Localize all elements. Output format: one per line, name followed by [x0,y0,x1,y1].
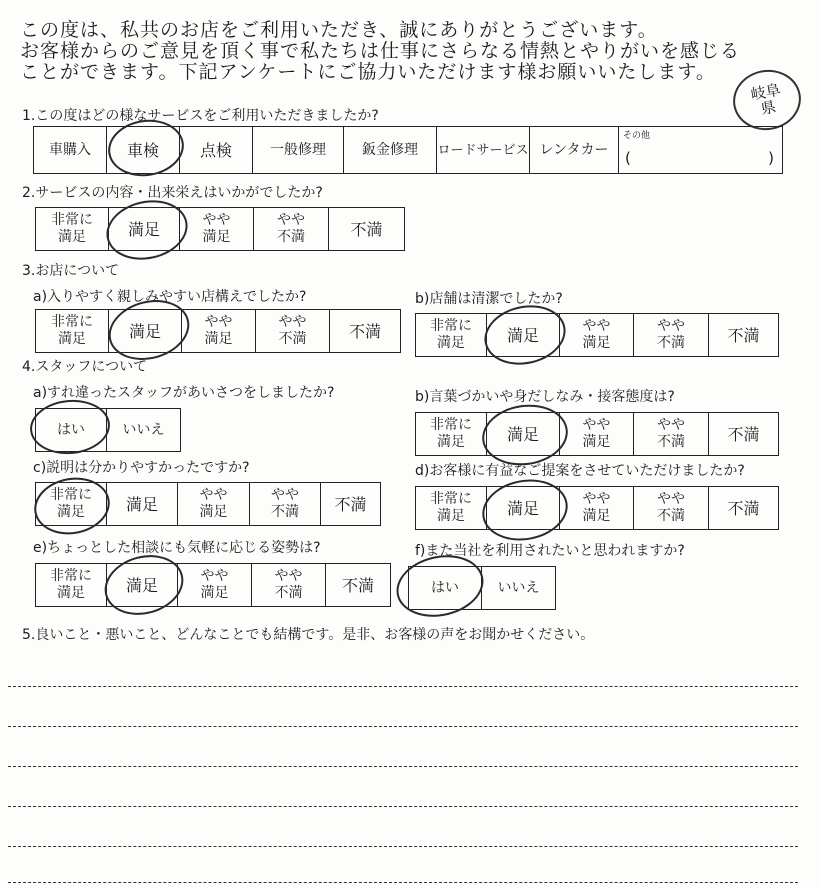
q1-other-brackets [625,150,774,167]
q2-option[interactable]: やや 不満 [254,208,329,250]
open-paren: ( [625,149,631,167]
q1-options-row [33,126,783,174]
q3a-option[interactable]: やや 不満 [256,310,330,352]
q4b-option[interactable]: 満足 [487,413,560,455]
q4e-option[interactable]: やや 満足 [178,564,252,606]
q4d-option[interactable]: 満足 [487,487,560,529]
q3b-option[interactable]: 不満 [727,325,760,345]
q5-label: 5.良いこと・悪いこと、どんなことでも結構です。是非、お客様の声をお聞かせください。 [22,627,595,643]
q4f-options-row [408,566,556,610]
q2-option[interactable]: やや 満足 [180,208,254,250]
q3a-label: a)入りやすく親しみやすい店構えでしたか? [33,289,307,305]
comment-line[interactable] [8,766,798,767]
q4b-options-row [415,412,779,456]
q2-options-row [35,207,405,251]
q3a-option[interactable]: 非常に 満足 [36,310,109,352]
q3a-option[interactable]: 不満 [348,321,381,341]
q3b-option[interactable]: やや 満足 [560,314,634,356]
q1-option[interactable]: 車購入 [34,127,107,173]
intro-text [20,20,810,83]
q3a-options-row [35,309,401,353]
q1-other-label: その他 [623,131,651,141]
q1-option[interactable]: 点検 [180,127,253,173]
comment-line[interactable] [8,846,798,847]
q4c-options-row [35,482,381,526]
q4-label: 4.スタッフについて [22,359,148,375]
q4c-option[interactable]: 非常に 満足 [36,483,107,525]
q4d-label: d)お客様に有益なご提案をさせていただけましたか? [415,463,745,479]
intro-line-3: ことができます。下記アンケートにご協力いただけます様お願いいたします。 [20,61,716,83]
q4d-options-row [415,486,779,530]
comment-line[interactable] [8,806,798,807]
q1-other-field[interactable] [619,127,782,173]
q4f-label: f)また当社を利用されたいと思われますか? [415,543,685,559]
q4d-option[interactable]: 不満 [727,498,760,518]
q4b-option[interactable]: 不満 [727,424,760,444]
close-paren: ) [768,149,774,167]
q2-option[interactable]: 満足 [109,208,180,250]
q4e-option[interactable]: 満足 [107,564,178,606]
q4c-option[interactable]: やや 満足 [178,483,250,525]
q4d-option[interactable]: やや 不満 [634,487,709,529]
q4f-option[interactable]: いいえ [497,579,540,596]
q4b-option[interactable]: やや 満足 [560,413,634,455]
q4c-label: c)説明は分かりやすかったですか? [33,460,250,476]
q4b-label: b)言葉づかいや身だしなみ・接客態度は? [415,389,675,405]
q4e-options-row [35,563,391,607]
q1-option[interactable]: ロードサービス [437,127,530,173]
q4c-option[interactable]: 不満 [334,494,367,514]
q3b-label: b)店舗は清潔でしたか? [415,291,563,307]
q4a-option[interactable]: いいえ [122,421,165,438]
intro-line-2: お客様からのご意見を頂く事で私たちは仕事にさらなる情熱とやりがいを感じる [20,40,741,62]
q1-option[interactable]: 車検 [107,127,180,173]
q2-option[interactable]: 非常に 満足 [36,208,109,250]
q4e-option[interactable]: 非常に 満足 [36,564,107,606]
q3-label: 3.お店について [22,263,120,279]
q3b-options-row [415,313,779,357]
q1-label: 1.この度はどの様なサービスをご利用いただきましたか? [22,108,379,124]
q1-option[interactable]: レンタカー [530,127,619,173]
q1-option[interactable]: 鈑金修理 [344,127,437,173]
q4b-option[interactable]: 非常に 満足 [416,413,487,455]
intro-line-1: この度は、私共のお店をご利用いただき、誠にありがとうございます。 [20,19,658,41]
q4a-options-row [35,408,181,452]
comment-line[interactable] [8,882,798,883]
comment-line[interactable] [8,686,798,687]
comment-line[interactable] [8,726,798,727]
q4d-option[interactable]: 非常に 満足 [416,487,487,529]
q4c-option[interactable]: やや 不満 [250,483,321,525]
q1-option[interactable]: 一般修理 [253,127,344,173]
q4e-option[interactable]: 不満 [341,575,374,595]
q4f-option[interactable]: はい [409,567,482,609]
q2-label: 2.サービスの内容・出来栄えはいかがでしたか? [22,185,323,201]
q4d-option[interactable]: やや 満足 [560,487,634,529]
q3b-option[interactable]: 満足 [487,314,560,356]
q3a-option[interactable]: 満足 [109,310,182,352]
q3a-option[interactable]: やや 満足 [182,310,256,352]
q2-option[interactable]: 不満 [350,219,383,239]
handwritten-seal-stamp: 岐阜 県 [728,65,805,136]
q4a-option[interactable]: はい [36,409,107,451]
q3b-option[interactable]: やや 不満 [634,314,709,356]
q4e-label: e)ちょっとした相談にも気軽に応じる姿勢は? [33,540,321,556]
q4b-option[interactable]: やや 不満 [634,413,709,455]
q4c-option[interactable]: 満足 [107,483,178,525]
q4a-label: a)すれ違ったスタッフがあいさつをしましたか? [33,385,335,401]
q3b-option[interactable]: 非常に 満足 [416,314,487,356]
q4e-option[interactable]: やや 不満 [252,564,326,606]
